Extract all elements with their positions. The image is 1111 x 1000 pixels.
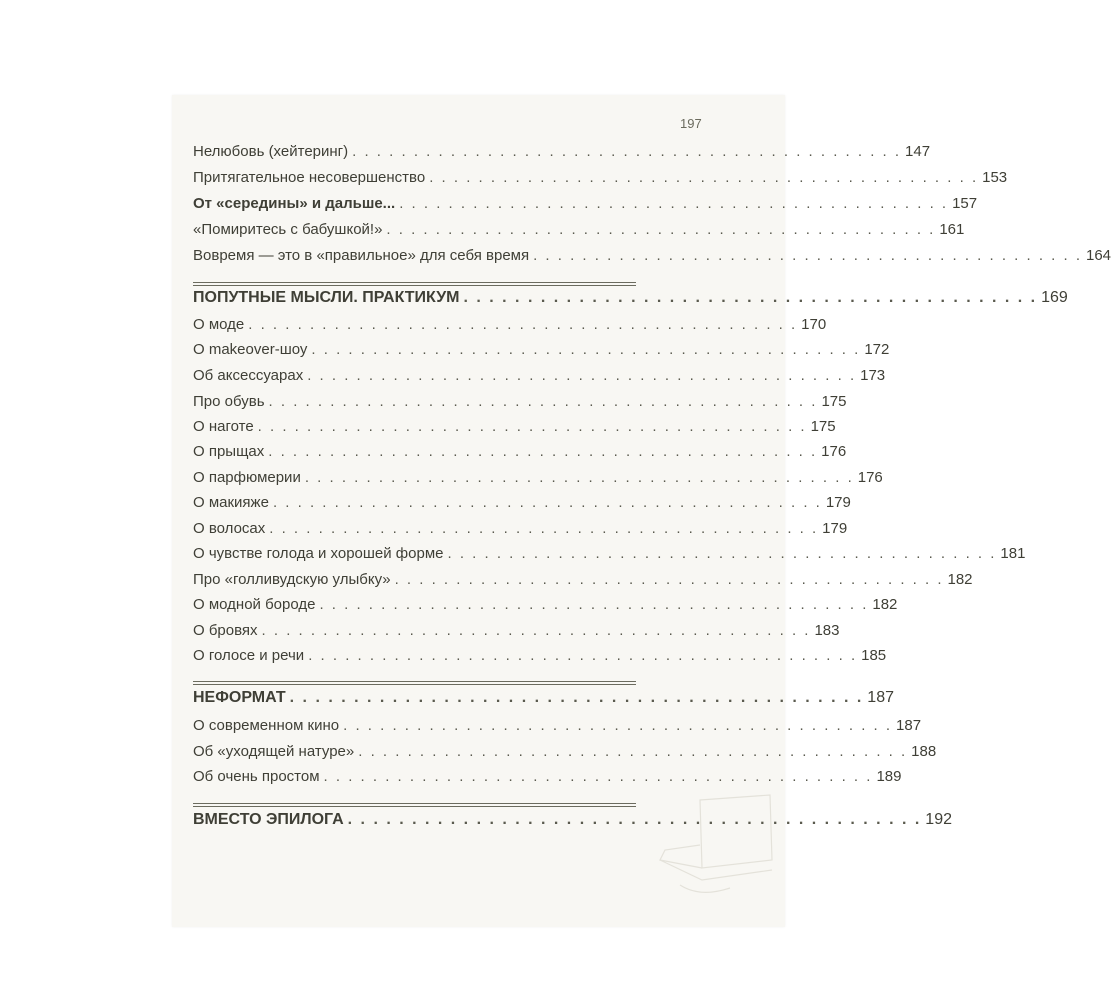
toc-entry	[193, 494, 851, 518]
toc-section-title: НЕФОРМАТ	[193, 689, 286, 706]
dot-leader: . . . . . . . . . . . . . . . . . . . . . . . . . . . . . . . . . . . . . . . . . . . . .	[352, 143, 902, 160]
toc-entry	[193, 393, 847, 417]
toc-entry-title: О моде	[193, 316, 245, 333]
toc-entry	[193, 622, 840, 646]
toc-entry-title: «Помиритесь с бабушкой!»	[193, 221, 383, 238]
toc-entry-title: Об «уходящей натуре»	[193, 743, 355, 760]
dot-leader: . . . . . . . . . . . . . . . . . . . . . . . . . . . . . . . . . . . . . . . . . . . . .	[269, 520, 819, 537]
toc-section-title: ВМЕСТО ЭПИЛОГА	[193, 811, 344, 828]
toc-entry-page: 176	[821, 443, 847, 460]
laptop-sketch-illustration	[640, 790, 780, 900]
toc-entry-page: 169	[1041, 289, 1068, 306]
toc-entry	[193, 195, 978, 219]
dot-leader: . . . . . . . . . . . . . . . . . . . . . . . . . . . . . . . . . . . . . . . . . . . . .	[268, 393, 818, 410]
toc-entry-page: 175	[821, 393, 847, 410]
toc-section-title: ПОПУТНЫЕ МЫСЛИ. ПРАКТИКУМ	[193, 289, 460, 306]
toc-entry	[193, 571, 973, 595]
toc-entry-page: 161	[939, 221, 965, 238]
toc-entry-page: 164	[1086, 247, 1111, 264]
toc-entry-title: Про «голливудскую улыбку»	[193, 571, 391, 588]
toc-entry	[193, 717, 922, 741]
toc-entry-title: Об очень простом	[193, 768, 320, 785]
toc-entry	[193, 367, 886, 391]
toc-entry-page: 187	[896, 717, 922, 734]
toc-entry-title: О волосах	[193, 520, 266, 537]
toc-entry-title: Об аксессуарах	[193, 367, 304, 384]
toc-entry-page: 157	[952, 195, 978, 212]
toc-section-heading	[193, 289, 1068, 313]
toc-entry	[193, 520, 848, 544]
toc-entry-title: От «середины» и дальше...	[193, 195, 396, 212]
page-number: 197	[680, 116, 702, 131]
toc-entry	[193, 469, 883, 493]
toc-entry-page: 187	[867, 689, 894, 706]
toc-entry-title: О прыщах	[193, 443, 265, 460]
toc-entry-title: Вовремя — это в «правильное» для себя время	[193, 247, 530, 264]
dot-leader: . . . . . . . . . . . . . . . . . . . . . . . . . . . . . . . . . . . . . . . . . . . . .	[304, 469, 854, 486]
section-divider-rule	[193, 803, 636, 807]
toc-entry-page: 183	[814, 622, 840, 639]
toc-entry	[193, 247, 1111, 271]
toc-entry-page: 176	[857, 469, 883, 486]
toc-entry-title: О голосе и речи	[193, 647, 305, 664]
toc-entry-page: 185	[861, 647, 887, 664]
toc-entry-page: 173	[860, 367, 886, 384]
dot-leader: . . . . . . . . . . . . . . . . . . . . . . . . . . . . . . . . . . . . . . . . . . . . .	[289, 689, 864, 706]
toc-entry	[193, 545, 1026, 569]
dot-leader: . . . . . . . . . . . . . . . . . . . . . . . . . . . . . . . . . . . . . . . . . . . . .	[463, 289, 1038, 306]
dot-leader: . . . . . . . . . . . . . . . . . . . . . . . . . . . . . . . . . . . . . . . . . . . . .	[261, 622, 811, 639]
toc-entry-page: 175	[810, 418, 836, 435]
dot-leader: . . . . . . . . . . . . . . . . . . . . . . . . . . . . . . . . . . . . . . . . . . . . .	[268, 443, 818, 460]
toc-entry-page: 188	[911, 743, 937, 760]
toc-entry-title: Про обувь	[193, 393, 265, 410]
toc-entry	[193, 316, 827, 340]
dot-leader: . . . . . . . . . . . . . . . . . . . . . . . . . . . . . . . . . . . . . . . . . . . . .	[343, 717, 893, 734]
dot-leader: . . . . . . . . . . . . . . . . . . . . . . . . . . . . . . . . . . . . . . . . . . . . .	[307, 367, 857, 384]
dot-leader: . . . . . . . . . . . . . . . . . . . . . . . . . . . . . . . . . . . . . . . . . . . . .	[248, 316, 798, 333]
toc-entry-title: О makeover-шоу	[193, 341, 308, 358]
toc-entry	[193, 221, 965, 245]
dot-leader: . . . . . . . . . . . . . . . . . . . . . . . . . . . . . . . . . . . . . . . . . . . . .	[257, 418, 807, 435]
toc-entry-title: Притягательное несовершенство	[193, 169, 426, 186]
dot-leader: . . . . . . . . . . . . . . . . . . . . . . . . . . . . . . . . . . . . . . . . . . . . .	[386, 221, 936, 238]
toc-section-heading	[193, 689, 894, 713]
toc-entry	[193, 341, 890, 365]
toc-entry-title: О современном кино	[193, 717, 340, 734]
toc-entry	[193, 418, 836, 442]
dot-leader: . . . . . . . . . . . . . . . . . . . . . . . . . . . . . . . . . . . . . . . . . . . . .	[429, 169, 979, 186]
toc-entry-title: О чувстве голода и хорошей форме	[193, 545, 444, 562]
dot-leader: . . . . . . . . . . . . . . . . . . . . . . . . . . . . . . . . . . . . . . . . . . . . .	[399, 195, 949, 212]
dot-leader: . . . . . . . . . . . . . . . . . . . . . . . . . . . . . . . . . . . . . . . . . . . . .	[311, 341, 861, 358]
section-divider-rule	[193, 681, 636, 685]
toc-entry-page: 192	[925, 811, 952, 828]
toc-entry-page: 179	[825, 494, 851, 511]
dot-leader: . . . . . . . . . . . . . . . . . . . . . . . . . . . . . . . . . . . . . . . . . . . . .	[533, 247, 1082, 264]
dot-leader: . . . . . . . . . . . . . . . . . . . . . . . . . . . . . . . . . . . . . . . . . . . . .	[347, 811, 922, 828]
toc-entry-page: 182	[872, 596, 898, 613]
dot-leader: . . . . . . . . . . . . . . . . . . . . . . . . . . . . . . . . . . . . . . . . . . . . .	[319, 596, 869, 613]
toc-entry-title: О макияже	[193, 494, 269, 511]
toc-entry-page: 172	[864, 341, 890, 358]
toc-entry-page: 182	[947, 571, 973, 588]
toc-entry-page: 153	[982, 169, 1008, 186]
dot-leader: . . . . . . . . . . . . . . . . . . . . . . . . . . . . . . . . . . . . . . . . . . . . .	[272, 494, 822, 511]
toc-entry-title: Нелюбовь (хейтеринг)	[193, 143, 349, 160]
toc-entry-page: 181	[1000, 545, 1026, 562]
toc-entry	[193, 768, 902, 792]
toc-entry	[193, 647, 887, 671]
toc-entry-page: 147	[905, 143, 931, 160]
toc-entry-page: 179	[822, 520, 848, 537]
toc-entry	[193, 143, 931, 167]
toc-entry	[193, 596, 898, 620]
dot-leader: . . . . . . . . . . . . . . . . . . . . . . . . . . . . . . . . . . . . . . . . . . . . .	[323, 768, 873, 785]
toc-entry-title: О модной бороде	[193, 596, 316, 613]
dot-leader: . . . . . . . . . . . . . . . . . . . . . . . . . . . . . . . . . . . . . . . . . . . . .	[358, 743, 908, 760]
toc-entry	[193, 169, 1008, 193]
toc-entry	[193, 743, 937, 767]
toc-section-heading	[193, 811, 952, 835]
toc-entry-page: 170	[801, 316, 827, 333]
dot-leader: . . . . . . . . . . . . . . . . . . . . . . . . . . . . . . . . . . . . . . . . . . . . .	[447, 545, 997, 562]
dot-leader: . . . . . . . . . . . . . . . . . . . . . . . . . . . . . . . . . . . . . . . . . . . . .	[308, 647, 858, 664]
toc-entry-page: 189	[876, 768, 902, 785]
dot-leader: . . . . . . . . . . . . . . . . . . . . . . . . . . . . . . . . . . . . . . . . . . . . .	[394, 571, 944, 588]
toc-entry	[193, 443, 847, 467]
toc-entry-title: О бровях	[193, 622, 258, 639]
section-divider-rule	[193, 282, 636, 286]
toc-entry-title: О парфюмерии	[193, 469, 301, 486]
toc-entry-title: О наготе	[193, 418, 254, 435]
